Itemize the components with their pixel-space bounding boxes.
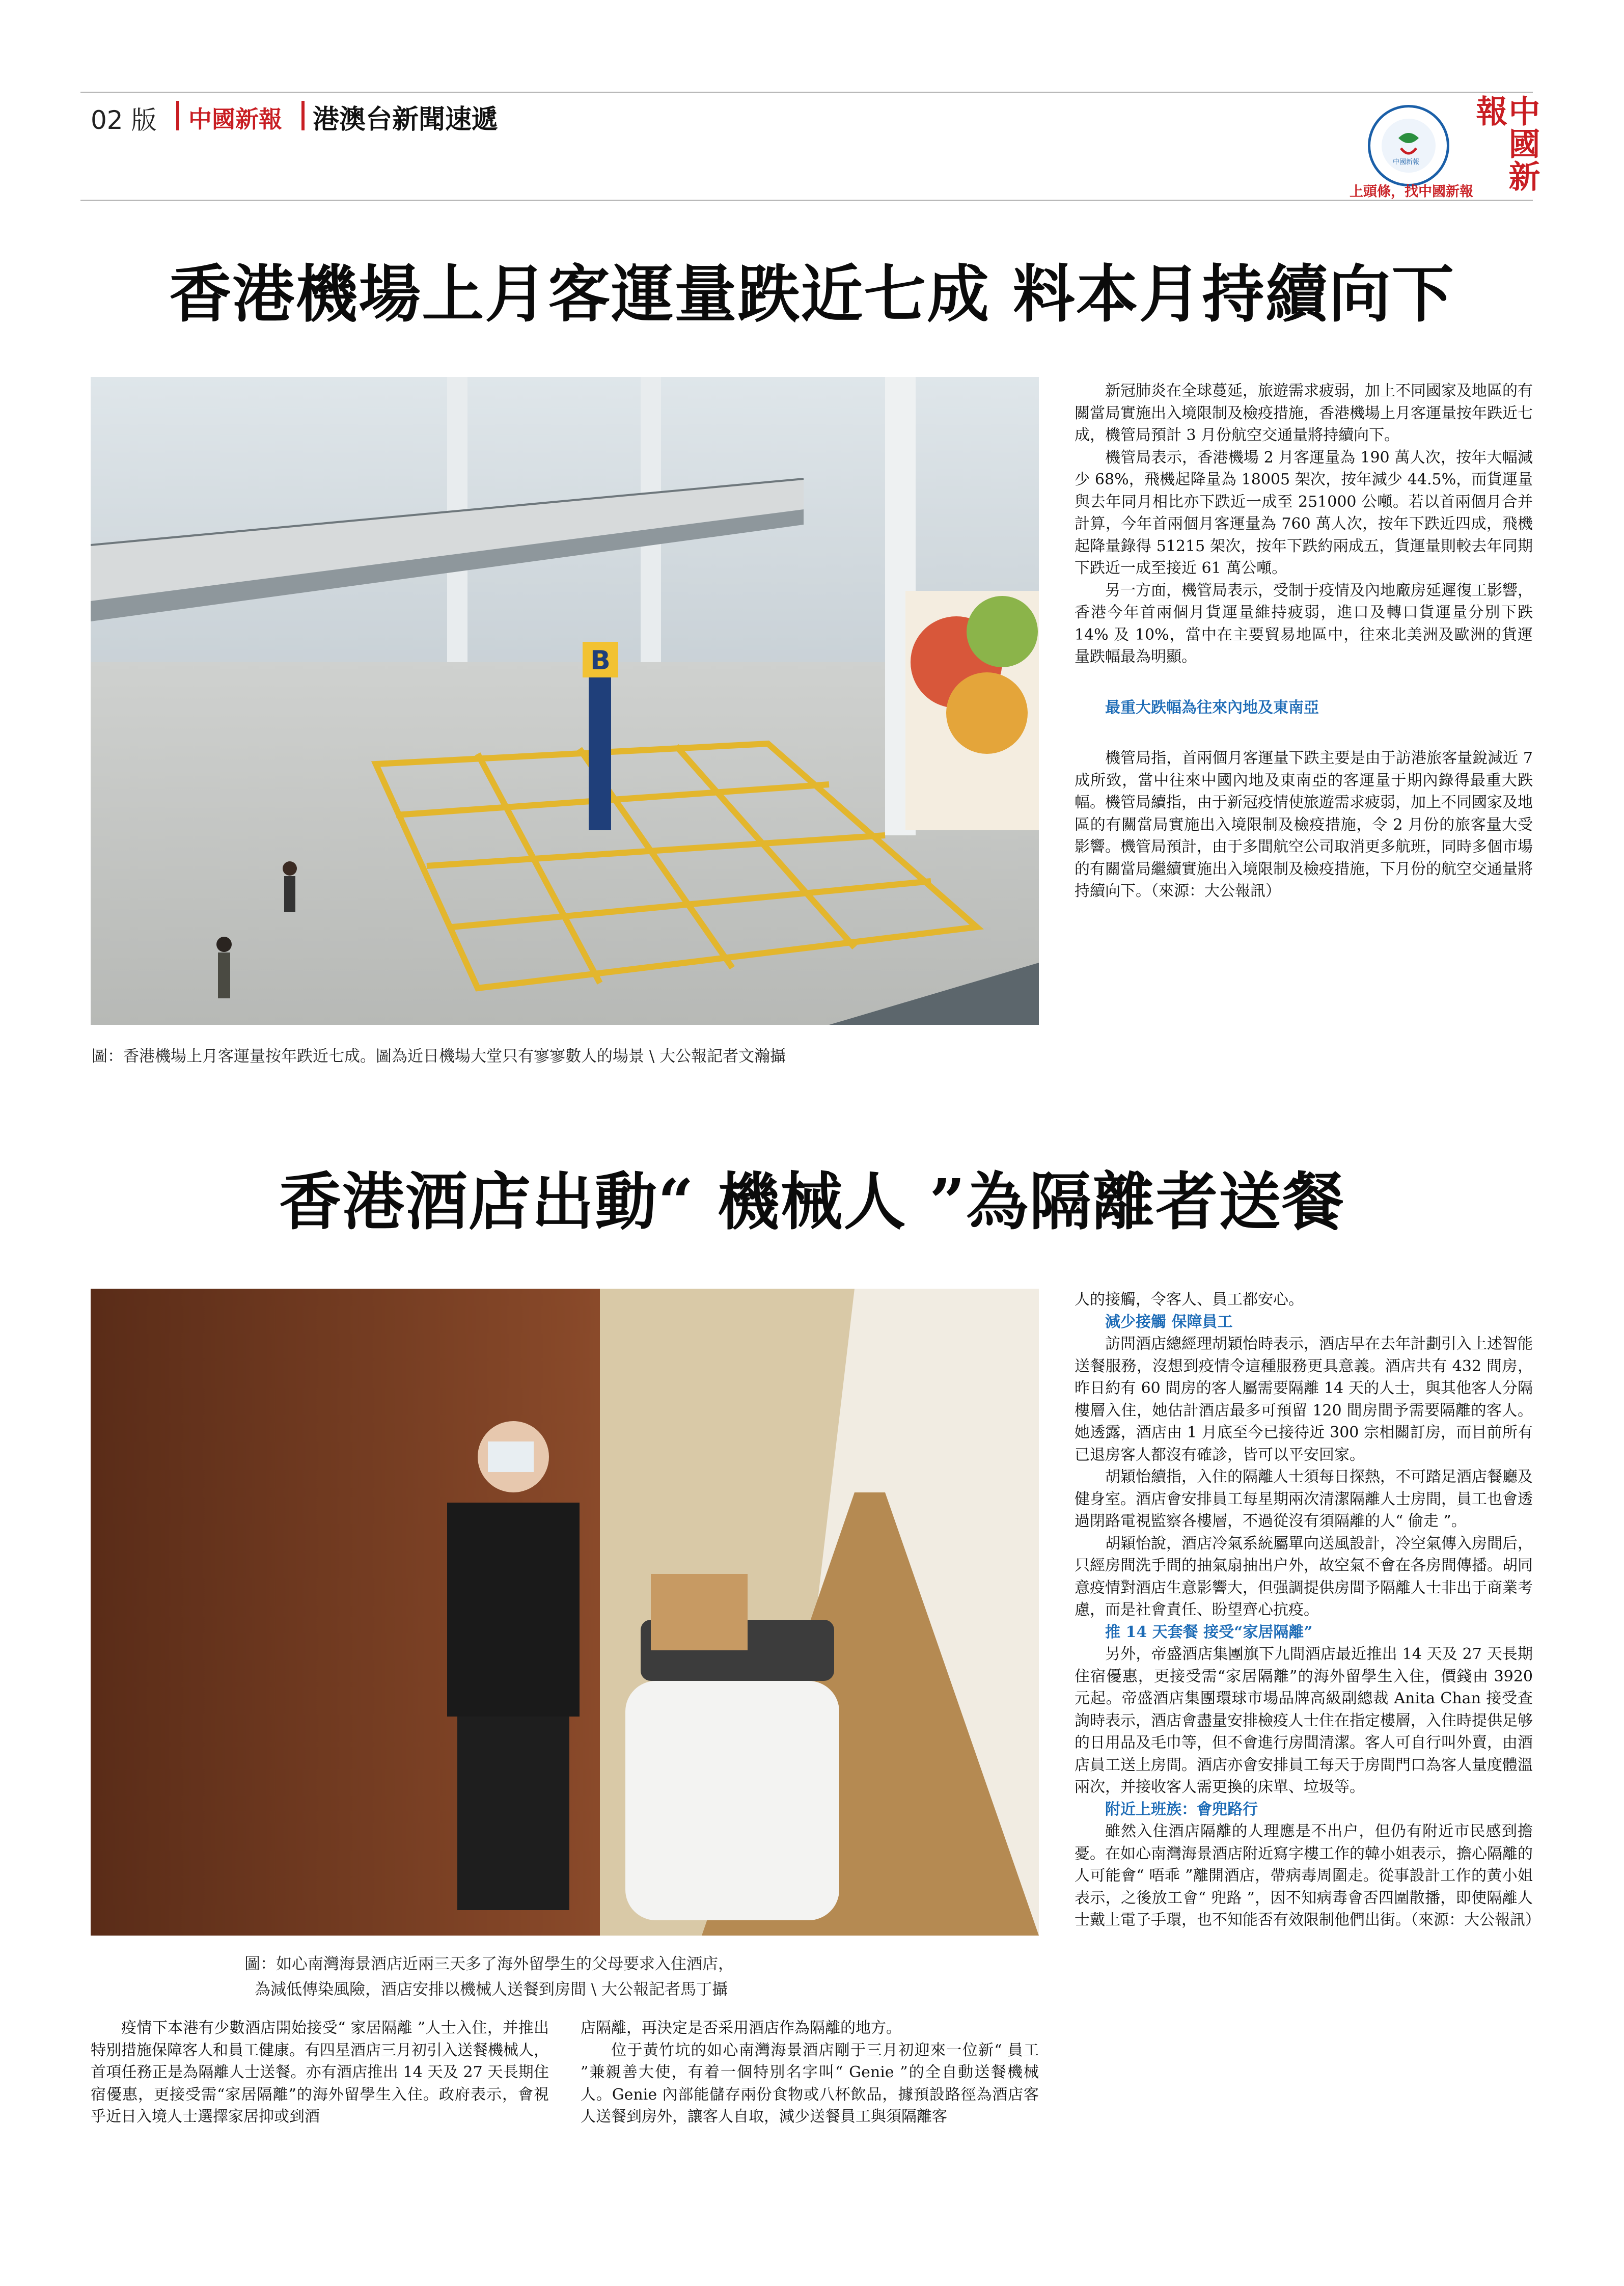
- hotel-corridor-illustration: [91, 1289, 1039, 1936]
- airport-photo: [91, 377, 1039, 1025]
- article1-body: [1075, 380, 1533, 903]
- article2-middle-column: [581, 2017, 1039, 2128]
- hotel-photo-caption-line2: 為減低傳染風險，酒店安排以機械人送餐到房間 \ 大公報記者馬丁攝: [255, 1980, 728, 1999]
- brand-name: 中國新報: [1471, 95, 1540, 193]
- hotel-photo-caption-line1: 圖：如心南灣海景酒店近兩三天多了海外留學生的父母要求入住酒店，: [244, 1955, 734, 1973]
- article2-paragraph: 胡穎怡續指，入住的隔離人士須每日探熱，不可踏足酒店餐廳及健身室。酒店會安排員工每星期兩次清潔隔離人士房間，員工也會透過閉路電視監察各樓層，不過從沒有須隔離的人“ 偷走 ”。: [1075, 1468, 1533, 1530]
- article2-paragraph: 另外，帝盛酒店集團旗下九間酒店最近推出 14 天及 27 天長期住宿優惠，更接受需“家居隔離”的海外留學生入住，價錢由 3920 元起。帝盛酒店集團環球市場品牌高級副總裁 Anita Chan 接受查詢時表示，酒店會盡量安排檢疫人士住在指定樓層，入住時提供足够的日用品及毛巾等，但不會進行房間清潔。客人可自行叫外賣，由酒店員工送上房間。酒店亦會安排員工每天于房間門口為客人量度體溫兩次，并接收客人需更換的床單、垃圾等。: [1075, 1645, 1533, 1796]
- article2-subhead: 推 14 天套餐 接受“家居隔離”: [1105, 1623, 1313, 1641]
- article1-paragraph: 機管局指，首兩個月客運量下跌主要是由于訪港旅客量銳減近 7 成所致，當中往來中國內地及東南亞的客運量于期內錄得最重大跌幅。機管局續指，由于新冠疫情使旅遊需求疲弱，加上不同國家及地區的有關當局實施出入境限制及檢疫措施，令 2 月份的旅客量大受影響。機管局預計，由于多間航空公司取消更多航班，同時多個市場的有關當局繼續實施出入境限制及檢疫措施，下月份的航空交通量將持續向下。（來源：大公報訊）: [1075, 749, 1533, 900]
- section-title: 港澳台新聞速遞: [313, 104, 499, 135]
- article2-subhead: 減少接觸 保障員工: [1105, 1313, 1233, 1331]
- header-top-rule: [80, 92, 1533, 93]
- article1-headline: 香港機場上月客運量跌近七成 料本月持續向下: [169, 257, 1455, 331]
- article2-left-column: [91, 2017, 549, 2128]
- brand-emblem-icon: 中國新報: [1368, 105, 1449, 186]
- masthead-logo: 中國新報: [188, 105, 282, 133]
- page-number: 02 版: [91, 105, 157, 135]
- article1-paragraph: 機管局表示，香港機場 2 月客運量為 190 萬人次，按年大幅減少 68%，飛機起降量為 18005 架次，按年減少 44.5%，而貨運量與去年同月相比亦下跌近一成至 251000 公噸。若以首兩個月合并計算，今年首兩個月客運量為 760 萬人次，按年下跌近四成，飛機起降量錄得 51215 架次，按年下跌約兩成五，貨運量則較去年同期下跌近一成至接近 61 萬公噸。: [1075, 448, 1533, 577]
- article2-right-column: [1075, 1289, 1540, 1931]
- article2-paragraph: 人的接觸，令客人、員工都安心。: [1075, 1291, 1304, 1309]
- article1-subhead: 最重大跌幅為往來內地及東南亞: [1105, 698, 1319, 717]
- sign-b-label: B: [590, 645, 611, 676]
- article1-paragraph: 新冠肺炎在全球蔓延，旅遊需求疲弱，加上不同國家及地區的有關當局實施出入境限制及檢疫措施，香港機場上月客運量按年跌近七成，機管局預計 3 月份航空交通量將持續向下。: [1075, 382, 1533, 444]
- article2-paragraph: 位于黃竹坑的如心南灣海景酒店剛于三月初迎來一位新“ 員工 ”兼親善大使，有着一個特別名字叫“ Genie ”的全自動送餐機械人。Genie 內部能儲存兩份食物或八杯飲品，據預設路徑為酒店客人送餐到房外，讓客人自取，減少送餐員工與須隔離客: [581, 2041, 1039, 2126]
- header-separator: [176, 101, 179, 130]
- article2-paragraph: 訪問酒店總經理胡穎怡時表示，酒店早在去年計劃引入上述智能送餐服務，沒想到疫情令這種服務更具意義。酒店共有 432 間房，昨日約有 60 間房的客人屬需要隔離 14 天的人士，與其他客人分隔樓層入住，她估計酒店最多可預留 120 間房間予需要隔離的客人。她透露，酒店由 1 月底至今已接待近 300 宗相關訂房，而目前所有已退房客人都沒有確診，皆可以平安回家。: [1075, 1335, 1533, 1464]
- header-bottom-rule: [80, 200, 1533, 201]
- airport-photo-caption: 圖：香港機場上月客運量按年跌近七成。圖為近日機場大堂只有寥寥數人的場景 \ 大公報記者文瀚攝: [92, 1047, 786, 1066]
- article2-paragraph: 店隔離，再決定是否采用酒店作為隔離的地方。: [581, 2019, 901, 2037]
- article2-paragraph: 疫情下本港有少數酒店開始接受“ 家居隔離 ”人士入住，并推出特別措施保障客人和員工健康。有四星酒店三月初引入送餐機械人，首項任務正是為隔離人士送餐。亦有酒店推出 14 天及 27 天長期住宿優惠，更接受需“家居隔離”的海外留學生入住。政府表示，會視乎近日入境人士選擇家居抑或到酒: [91, 2019, 549, 2126]
- brand-logo: [1350, 95, 1558, 200]
- article2-headline: 香港酒店出動“ 機械人 ”為隔離者送餐: [279, 1165, 1345, 1238]
- article1-paragraph: 另一方面，機管局表示，受制于疫情及內地廠房延遲復工影響，香港今年首兩個月貨運量維持疲弱，進口及轉口貨運量分別下跌 14% 及 10%，當中在主要貿易地區中，往來北美洲及歐洲的貨運量跌幅最為明顯。: [1075, 581, 1533, 666]
- hotel-robot-photo: [91, 1289, 1039, 1936]
- article2-paragraph: 雖然入住酒店隔離的人理應是不出户，但仍有附近市民感到擔憂。在如心南灣海景酒店附近寫字樓工作的韓小姐表示，擔心隔離的人可能會“ 唔乖 ”離開酒店，帶病毒周圍走。從事設計工作的黄小姐表示，之後放工會“ 兜路 ”，因不知病毒會否四圍散播，即使隔離人士戴上電子手環，也不知能否有效限制他們出街。（來源：大公報訊）: [1075, 1822, 1540, 1929]
- brand-slogan: 上頭條，找中國新報: [1350, 184, 1473, 200]
- article2-paragraph: 胡穎怡說，酒店冷氣系統屬單向送風設計，冷空氣傳入房間后，只經房間洗手間的抽氣扇抽出户外，故空氣不會在各房間傳播。胡同意疫情對酒店生意影響大，但强調提供房間予隔離人士非出于商業考慮，而是社會責任、盼望齊心抗疫。: [1075, 1534, 1533, 1619]
- article2-subhead: 附近上班族：會兜路行: [1105, 1800, 1258, 1818]
- header-separator: [301, 101, 305, 130]
- airport-hall-illustration: [91, 377, 1039, 1025]
